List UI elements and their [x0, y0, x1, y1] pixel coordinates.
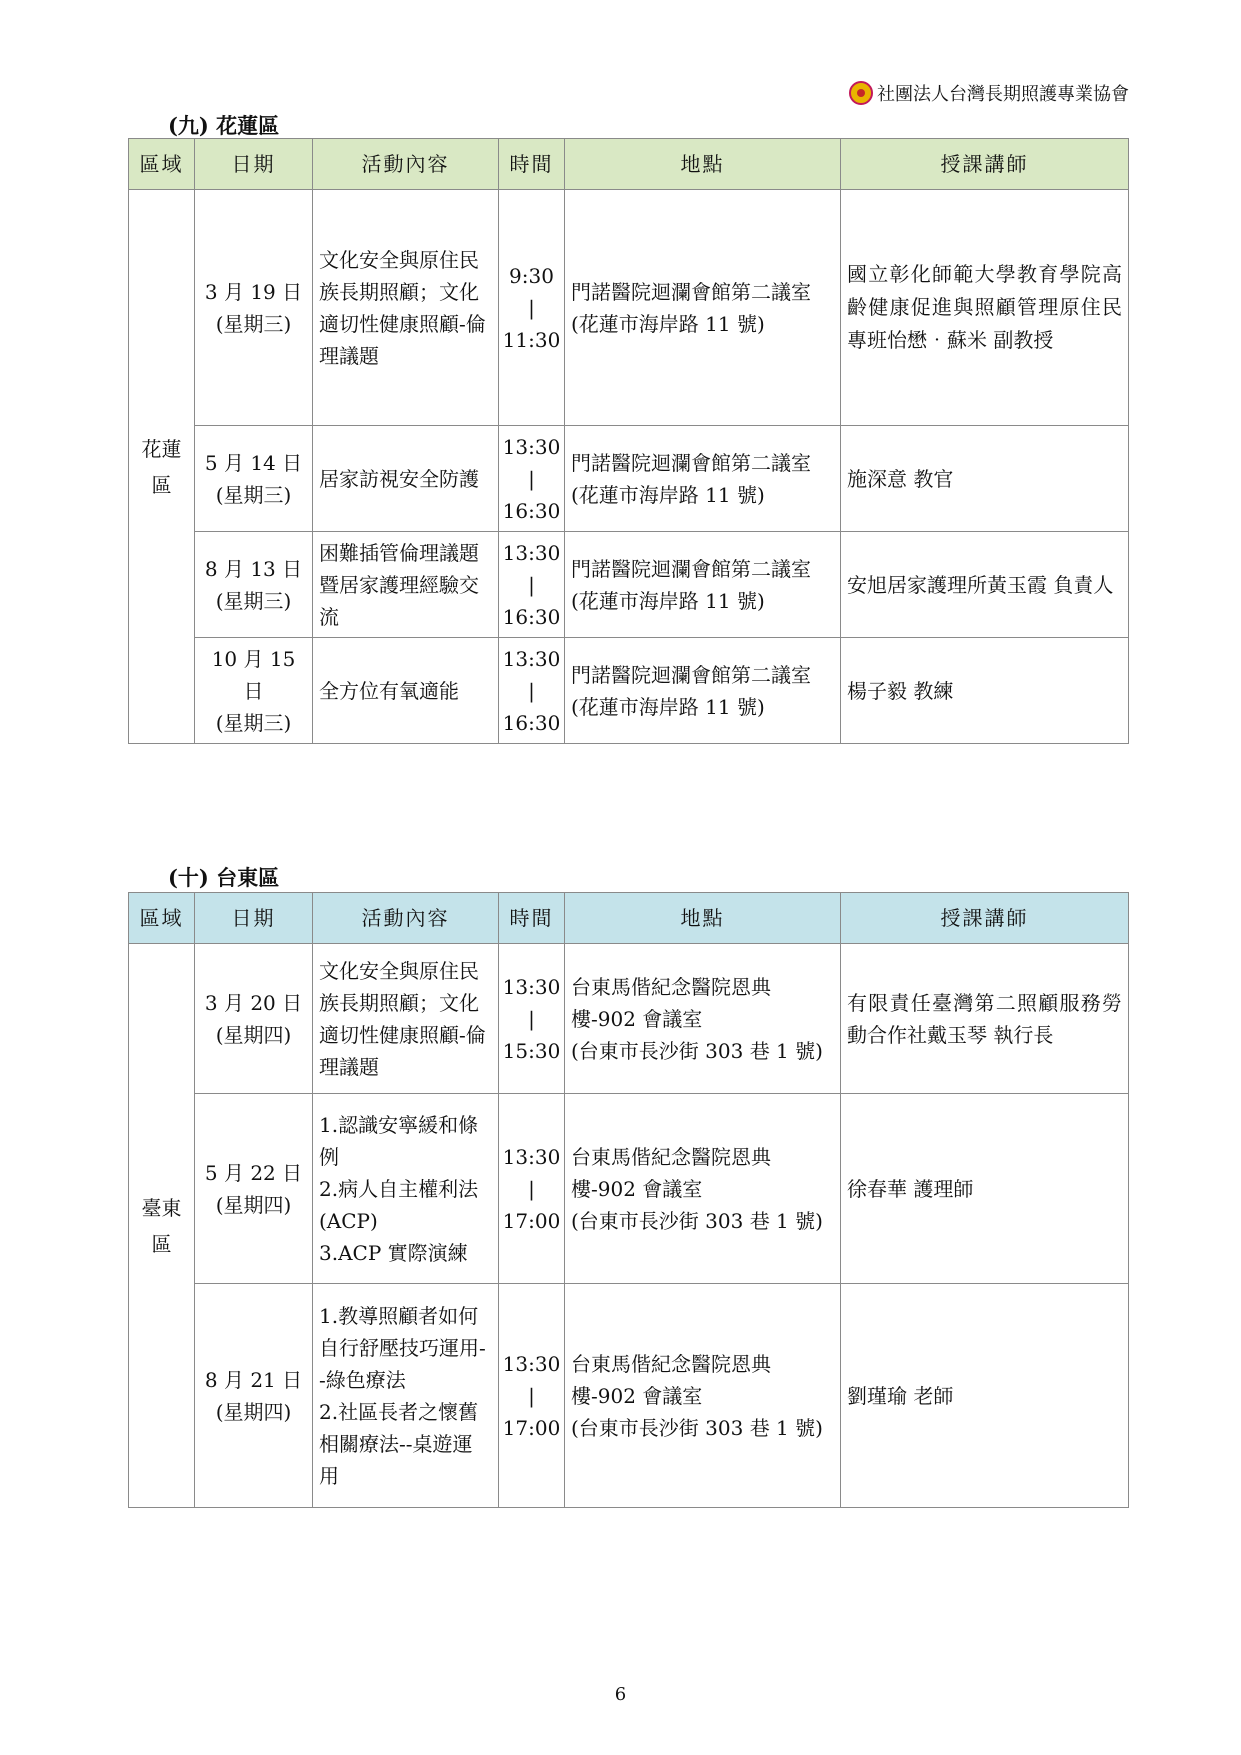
col-header-date: 日期: [195, 139, 313, 190]
list-item: 1.認識安寧緩和條例: [319, 1112, 479, 1169]
table-row: [129, 1094, 1129, 1284]
instructor-cell: 有限責任臺灣第二照顧服務勞動合作社戴玉琴 執行長: [841, 944, 1129, 1094]
location-cell: 門諾醫院迴瀾會館第二議室 (花蓮市海岸路 11 號): [565, 638, 841, 744]
table-row: [129, 532, 1129, 638]
col-header-instructor: 授課講師: [841, 139, 1129, 190]
instructor-cell: 安旭居家護理所黃玉霞 負責人: [841, 532, 1129, 638]
date-cell: 3 月 20 日 (星期四): [195, 944, 313, 1094]
table-row: [129, 190, 1129, 426]
date-cell: 3 月 19 日 (星期三): [195, 190, 313, 426]
time-cell: 13:30 | 17:00: [499, 1284, 565, 1508]
content-cell: [313, 1284, 499, 1508]
content-cell: 全方位有氧適能: [313, 638, 499, 744]
table-header-row: [129, 893, 1129, 944]
page-number: 6: [614, 1684, 627, 1705]
col-header-date: 日期: [195, 893, 313, 944]
instructor-cell: 劉瑾瑜 老師: [841, 1284, 1129, 1508]
content-cell: 居家訪視安全防護: [313, 426, 499, 532]
col-header-location: 地點: [565, 893, 841, 944]
col-header-content: 活動內容: [313, 139, 499, 190]
instructor-cell: 徐春華 護理師: [841, 1094, 1129, 1284]
time-cell: 13:30 | 17:00: [499, 1094, 565, 1284]
content-cell: 困難插管倫理議題暨居家護理經驗交流: [313, 532, 499, 638]
location-cell: 門諾醫院迴瀾會館第二議室 (花蓮市海岸路 11 號): [565, 190, 841, 426]
list-item: 1.教導照顧者如何自行舒壓技巧運用--綠色療法: [319, 1303, 486, 1392]
location-cell: 台東馬偕紀念醫院恩典樓-902 會議室 (台東市長沙街 303 巷 1 號): [565, 944, 841, 1094]
instructor-cell: 國立彰化師範大學教育學院高齡健康促進與照顧管理原住民專班怡懋‧蘇米 副教授: [841, 190, 1129, 426]
date-cell: 8 月 13 日 (星期三): [195, 532, 313, 638]
location-cell: 門諾醫院迴瀾會館第二議室 (花蓮市海岸路 11 號): [565, 426, 841, 532]
region-cell: 臺東區: [129, 944, 195, 1508]
section-title-taitung: (十) 台東區: [168, 865, 280, 890]
list-item: 2.病人自主權利法(ACP): [319, 1176, 479, 1233]
instructor-cell: 施深意 教官: [841, 426, 1129, 532]
content-cell: [313, 1094, 499, 1284]
section-title-hualien: (九) 花蓮區: [168, 113, 280, 138]
content-cell: 文化安全與原住民族長期照顧；文化適切性健康照顧-倫理議題: [313, 944, 499, 1094]
list-item: 3.ACP 實際演練: [319, 1240, 468, 1265]
col-header-time: 時間: [499, 139, 565, 190]
table-row: [129, 1284, 1129, 1508]
organization-name: 社團法人台灣長期照護專業協會: [877, 84, 1129, 105]
date-cell: 10 月 15 日 (星期三): [195, 638, 313, 744]
schedule-table-taitung: [128, 892, 1129, 1508]
association-logo-icon: [849, 81, 873, 105]
time-cell: 13:30 | 16:30: [499, 426, 565, 532]
region-cell: 花蓮區: [129, 190, 195, 744]
location-cell: 門諾醫院迴瀾會館第二議室 (花蓮市海岸路 11 號): [565, 532, 841, 638]
date-cell: 5 月 22 日 (星期四): [195, 1094, 313, 1284]
time-cell: 13:30 | 16:30: [499, 638, 565, 744]
table-row: [129, 638, 1129, 744]
col-header-region: 區域: [129, 139, 195, 190]
time-cell: 9:30 | 11:30: [499, 190, 565, 426]
date-cell: 5 月 14 日 (星期三): [195, 426, 313, 532]
col-header-time: 時間: [499, 893, 565, 944]
table-row: [129, 426, 1129, 532]
instructor-cell: 楊子毅 教練: [841, 638, 1129, 744]
col-header-location: 地點: [565, 139, 841, 190]
list-item: 2.社區長者之懷舊相關療法--桌遊運用: [319, 1399, 479, 1488]
time-cell: 13:30 | 15:30: [499, 944, 565, 1094]
location-cell: 台東馬偕紀念醫院恩典樓-902 會議室 (台東市長沙街 303 巷 1 號): [565, 1284, 841, 1508]
table-row: [129, 944, 1129, 1094]
location-cell: 台東馬偕紀念醫院恩典樓-902 會議室 (台東市長沙街 303 巷 1 號): [565, 1094, 841, 1284]
page-header: [849, 80, 1129, 106]
table-header-row: [129, 139, 1129, 190]
col-header-content: 活動內容: [313, 893, 499, 944]
time-cell: 13:30 | 16:30: [499, 532, 565, 638]
schedule-table-hualien: [128, 138, 1129, 744]
date-cell: 8 月 21 日 (星期四): [195, 1284, 313, 1508]
col-header-instructor: 授課講師: [841, 893, 1129, 944]
col-header-region: 區域: [129, 893, 195, 944]
content-cell: 文化安全與原住民族長期照顧；文化適切性健康照顧-倫理議題: [313, 190, 499, 426]
